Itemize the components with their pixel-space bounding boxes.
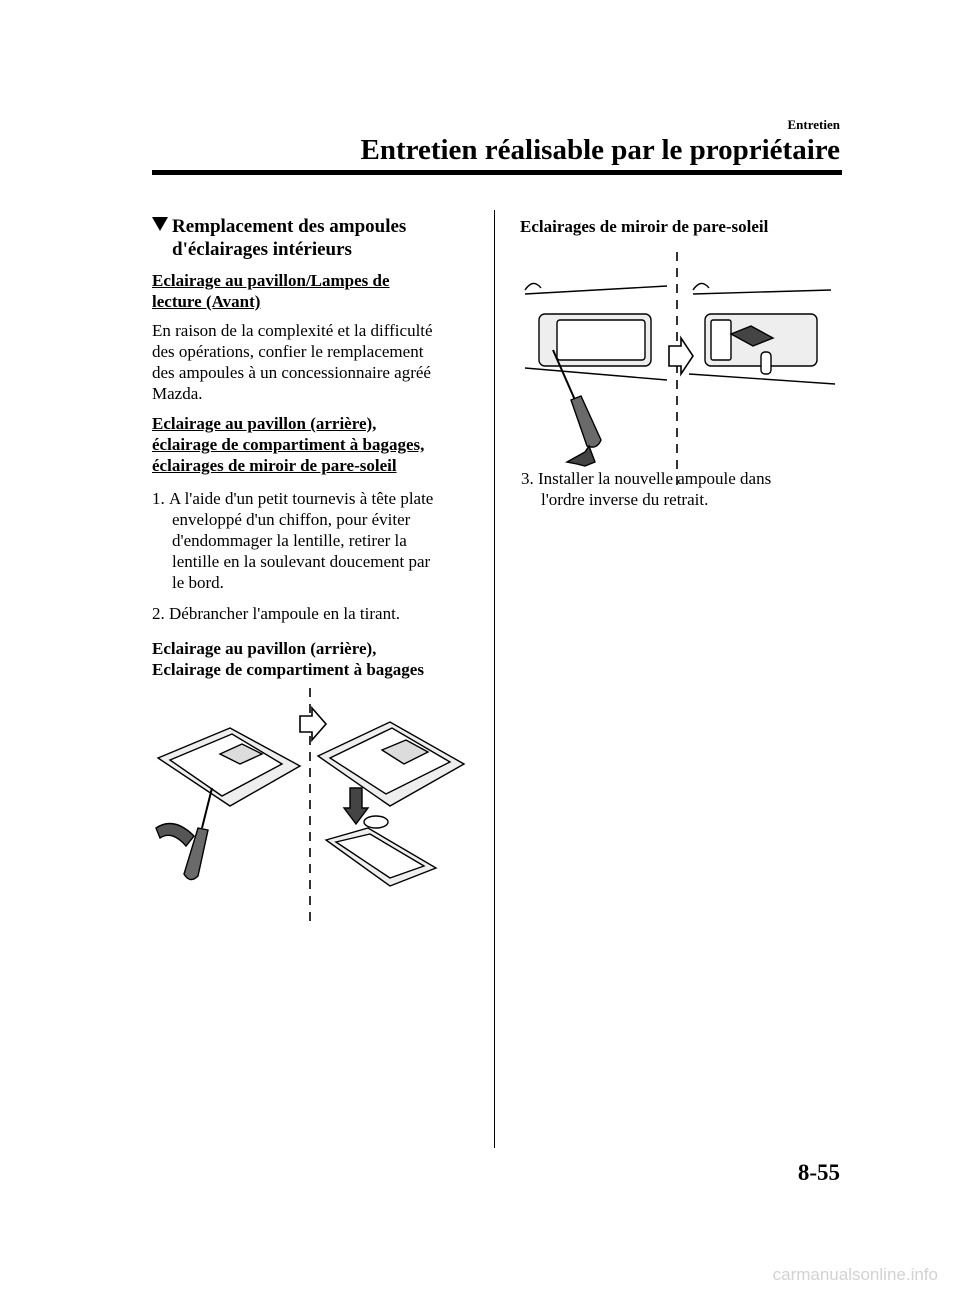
step-arrow-icon <box>669 338 693 374</box>
header-rule <box>152 170 842 175</box>
front-text-line: des opérations, confier le remplacement <box>152 342 424 361</box>
bulb-icon <box>761 352 771 374</box>
figure1-caption <box>152 638 472 680</box>
figure1-illustration <box>150 688 480 928</box>
step-number: 1. <box>152 489 165 508</box>
screwdriver-icon <box>571 396 601 447</box>
step-number: 2. <box>152 604 165 623</box>
figure1-caption-line1: Eclairage au pavillon (arrière), <box>152 639 377 658</box>
step-3 <box>521 468 841 510</box>
step-number: 3. <box>521 469 534 488</box>
step-line: l'ordre inverse du retrait. <box>541 490 709 509</box>
bulb-icon <box>364 816 388 828</box>
front-text-line: des ampoules à un concessionnaire agréé <box>152 363 431 382</box>
step-line: Installer la nouvelle ampoule dans <box>538 469 772 488</box>
step-arrow-icon <box>300 708 326 740</box>
rear-heading-line: Eclairage au pavillon (arrière), <box>152 414 377 433</box>
front-heading-line2: lecture (Avant) <box>152 292 261 311</box>
triangle-marker-icon <box>152 217 168 231</box>
step-line: enveloppé d'un chiffon, pour éviter <box>172 510 411 529</box>
step-line: Débrancher l'ampoule en la tirant. <box>169 604 401 623</box>
lamp-lens-left <box>170 734 282 796</box>
step-2 <box>152 603 492 624</box>
section-title-line2: d'éclairages intérieurs <box>172 239 352 260</box>
pull-arrow-icon <box>344 788 368 824</box>
step-line: d'endommager la lentille, retirer la <box>172 531 407 550</box>
front-heading <box>152 270 472 312</box>
figure1-caption-line2: Eclairage de compartiment à bagages <box>152 660 424 679</box>
figure2-caption: Eclairages de miroir de pare-soleil <box>520 217 769 236</box>
rear-heading-line: éclairage de compartiment à bagages, <box>152 435 425 454</box>
lift-arrow-icon <box>567 446 595 466</box>
column-divider <box>494 210 495 1148</box>
header-section-label: Entretien <box>787 117 840 132</box>
front-text-line: En raison de la complexité et la difficulté <box>152 321 433 340</box>
footer-watermark: carmanualsonline.info <box>772 1265 938 1284</box>
step-line: lentille en la soulevant doucement par <box>172 552 431 571</box>
step-1 <box>152 488 472 593</box>
rear-heading-line: éclairages de miroir de pare-soleil <box>152 456 397 475</box>
lift-arrow-icon <box>156 824 194 847</box>
section-title <box>152 215 472 261</box>
step-line: A l'aide d'un petit tournevis à tête plate <box>169 489 434 508</box>
section-title-line1: Remplacement des ampoules <box>172 216 407 237</box>
step-line: le bord. <box>172 573 224 592</box>
figure2-illustration <box>515 250 845 490</box>
front-text <box>152 320 472 404</box>
front-text-line: Mazda. <box>152 384 203 403</box>
page-title: Entretien réalisable par le propriétaire <box>360 134 840 166</box>
page-number: 8-55 <box>797 1160 840 1185</box>
front-heading-line1: Eclairage au pavillon/Lampes de <box>152 271 390 290</box>
rear-heading <box>152 413 472 476</box>
